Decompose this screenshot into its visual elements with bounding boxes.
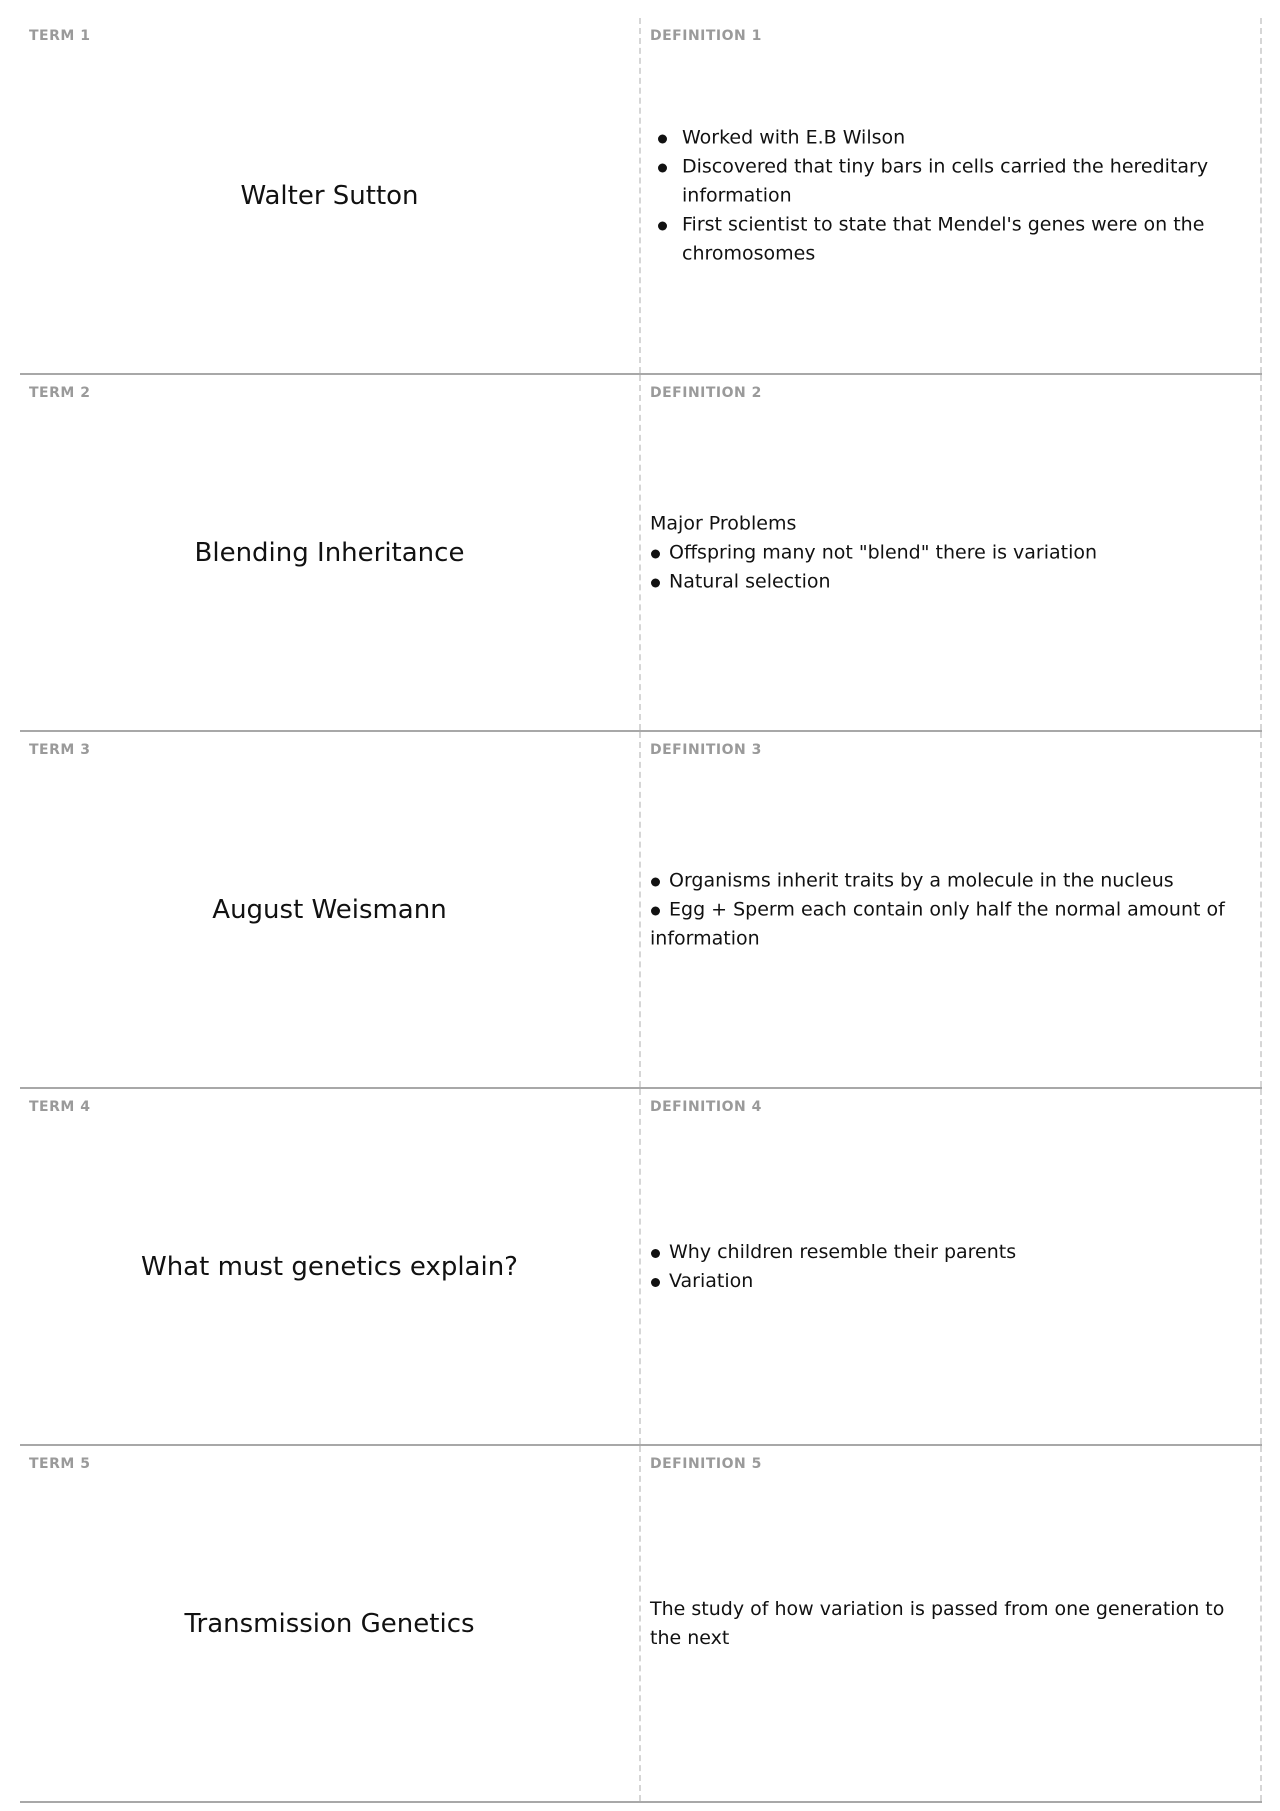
definition-label-3: DEFINITION 3 bbox=[650, 742, 762, 758]
term-cell-5 bbox=[20, 1446, 641, 1801]
term-text-4: What must genetics explain? bbox=[141, 1251, 518, 1282]
definition-item: Why children resemble their parents bbox=[650, 1238, 1246, 1267]
term-label-1: TERM 1 bbox=[29, 28, 91, 44]
term-label-5: TERM 5 bbox=[29, 1456, 91, 1472]
definition-item: Organisms inherit traits by a molecule in the nucleus bbox=[650, 866, 1246, 895]
term-text-5: Transmission Genetics bbox=[184, 1608, 475, 1639]
flashcard-row-2 bbox=[20, 375, 1262, 732]
definition-label-4: DEFINITION 4 bbox=[650, 1099, 762, 1115]
flashcard-row-3 bbox=[20, 732, 1262, 1089]
term-label-4: TERM 4 bbox=[29, 1099, 91, 1115]
definition-item: Natural selection bbox=[650, 567, 1246, 596]
definition-list-3 bbox=[650, 866, 1246, 953]
definition-item: Worked with E.B Wilson bbox=[650, 123, 1246, 152]
flashcard-row-4 bbox=[20, 1089, 1262, 1446]
term-text-1: Walter Sutton bbox=[240, 180, 419, 211]
definition-list-2 bbox=[650, 538, 1246, 596]
term-cell-2 bbox=[20, 375, 641, 730]
definition-item: Offspring many not "blend" there is variation bbox=[650, 538, 1246, 567]
definition-body-3 bbox=[650, 866, 1246, 953]
definition-item: Egg + Sperm each contain only half the normal amount of information bbox=[650, 895, 1246, 953]
definition-cell-4 bbox=[641, 1089, 1262, 1444]
definition-label-2: DEFINITION 2 bbox=[650, 385, 762, 401]
term-text-3: August Weismann bbox=[212, 894, 447, 925]
definition-item: Variation bbox=[650, 1267, 1246, 1296]
term-label-2: TERM 2 bbox=[29, 385, 91, 401]
definition-cell-5 bbox=[641, 1446, 1262, 1801]
definition-label-5: DEFINITION 5 bbox=[650, 1456, 762, 1472]
flashcard-sheet bbox=[20, 18, 1262, 1803]
flashcard-row-5 bbox=[20, 1446, 1262, 1803]
definition-body-4 bbox=[650, 1238, 1246, 1296]
definition-body-5 bbox=[650, 1595, 1246, 1653]
term-text-2: Blending Inheritance bbox=[194, 537, 465, 568]
definition-heading-2: Major Problems bbox=[650, 512, 797, 534]
term-cell-1 bbox=[20, 18, 641, 373]
term-cell-4 bbox=[20, 1089, 641, 1444]
definition-cell-2 bbox=[641, 375, 1262, 730]
definition-body-1 bbox=[650, 123, 1246, 268]
definition-item: First scientist to state that Mendel's genes were on the chromosomes bbox=[650, 210, 1246, 268]
term-cell-3 bbox=[20, 732, 641, 1087]
definition-list-4 bbox=[650, 1238, 1246, 1296]
definition-cell-1 bbox=[641, 18, 1262, 373]
definition-cell-3 bbox=[641, 732, 1262, 1087]
flashcard-row-1 bbox=[20, 18, 1262, 375]
definition-item: Discovered that tiny bars in cells carried the hereditary information bbox=[650, 152, 1246, 210]
definition-list-1 bbox=[650, 123, 1246, 268]
term-label-3: TERM 3 bbox=[29, 742, 91, 758]
definition-body-2 bbox=[650, 509, 1246, 596]
definition-label-1: DEFINITION 1 bbox=[650, 28, 762, 44]
definition-text-5: The study of how variation is passed from one generation to the next bbox=[650, 1597, 1225, 1649]
